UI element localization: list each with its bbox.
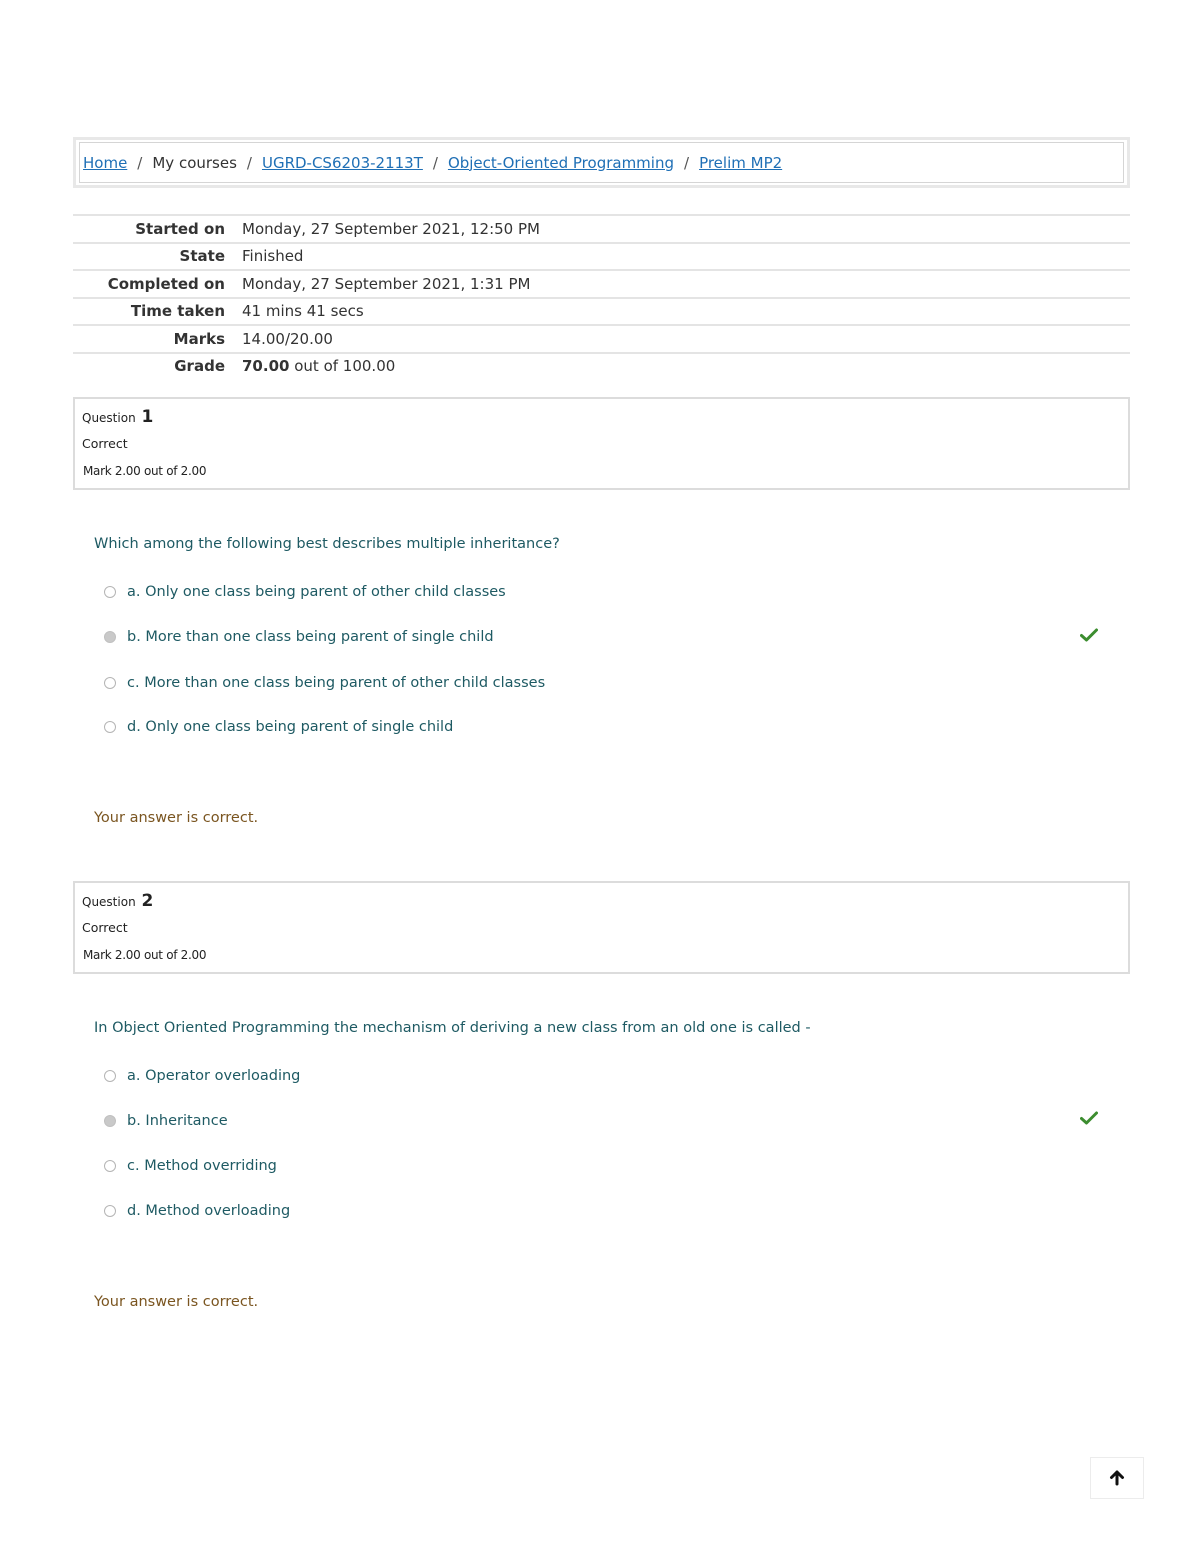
summary-row-started [73, 214, 1130, 242]
breadcrumb-bar [79, 142, 1124, 183]
breadcrumb-separator: / [684, 153, 690, 172]
answer-option-label: d. Method overloading [127, 1203, 291, 1219]
summary-label: Completed on [107, 274, 225, 293]
answer-option-label: c. Method overriding [127, 1158, 277, 1174]
breadcrumb-quiz-link[interactable]: Prelim MP2 [699, 153, 783, 172]
arrow-up-icon [1109, 1470, 1125, 1486]
summary-value: 14.00/20.00 [242, 329, 333, 348]
answer-option-label: a. Only one class being parent of other child classes [127, 584, 506, 600]
answer-feedback: Your answer is correct. [94, 1294, 259, 1310]
summary-row-completed [73, 269, 1130, 297]
attempt-summary-table [73, 214, 1130, 379]
answer-option-label: c. More than one class being parent of other child classes [127, 675, 546, 691]
summary-label: Time taken [130, 302, 225, 321]
summary-label: Started on [135, 219, 225, 238]
back-to-top-button[interactable] [1090, 1457, 1144, 1499]
summary-value: Monday, 27 September 2021, 1:31 PM [242, 274, 531, 293]
answer-option[interactable] [104, 629, 494, 645]
breadcrumb-section-link[interactable]: Object-Oriented Programming [447, 153, 674, 172]
radio-button-selected[interactable] [104, 1115, 116, 1127]
question-mark: Mark 2.00 out of 2.00 [83, 464, 207, 478]
radio-button[interactable] [104, 721, 116, 733]
grade-value: 70.00 [242, 357, 290, 376]
radio-button[interactable] [104, 1205, 116, 1217]
question-label: Question [82, 895, 136, 909]
summary-row-marks [73, 324, 1130, 352]
summary-value [242, 357, 395, 375]
question-label: Question [82, 411, 136, 425]
answer-option-label: b. Inheritance [127, 1113, 228, 1129]
question-info-box [73, 397, 1130, 490]
radio-button[interactable] [104, 1160, 116, 1172]
answer-option[interactable] [104, 1113, 228, 1129]
summary-value: 41 mins 41 secs [242, 302, 364, 321]
breadcrumb-separator: / [137, 153, 143, 172]
radio-button[interactable] [104, 586, 116, 598]
answer-option-label: b. More than one class being parent of single child [127, 629, 494, 645]
answer-option-label: a. Operator overloading [127, 1068, 301, 1084]
summary-label: State [179, 247, 225, 266]
answer-feedback: Your answer is correct. [94, 810, 259, 826]
radio-button[interactable] [104, 677, 116, 689]
question-info-box [73, 881, 1130, 974]
summary-label: Grade [174, 357, 225, 376]
question-number-value: 1 [141, 407, 154, 427]
answer-option[interactable] [104, 719, 453, 735]
breadcrumb [73, 137, 1130, 188]
summary-value: Finished [242, 247, 304, 266]
question-state: Correct [82, 920, 128, 935]
check-icon [1080, 628, 1098, 642]
breadcrumb-separator: / [432, 153, 438, 172]
summary-row-state [73, 242, 1130, 270]
breadcrumb-course-link[interactable]: UGRD-CS6203-2113T [261, 153, 423, 172]
summary-label: Marks [173, 329, 225, 348]
answer-option-label: d. Only one class being parent of single child [127, 719, 454, 735]
radio-button-selected[interactable] [104, 631, 116, 643]
answer-option[interactable] [104, 1158, 277, 1174]
breadcrumb-my-courses: My courses [152, 153, 237, 172]
radio-button[interactable] [104, 1070, 116, 1082]
grade-suffix: out of 100.00 [294, 357, 396, 376]
summary-row-time-taken [73, 297, 1130, 325]
breadcrumb-home-link[interactable]: Home [83, 153, 128, 172]
answer-option[interactable] [104, 1068, 300, 1084]
answer-option[interactable] [104, 584, 506, 600]
check-icon [1080, 1111, 1098, 1125]
summary-value: Monday, 27 September 2021, 12:50 PM [242, 219, 540, 238]
answer-option[interactable] [104, 675, 545, 691]
summary-row-grade [73, 352, 1130, 380]
question-number [82, 407, 153, 427]
question-number [82, 891, 153, 911]
question-number-value: 2 [141, 891, 154, 911]
question-mark: Mark 2.00 out of 2.00 [83, 948, 207, 962]
answer-option[interactable] [104, 1203, 290, 1219]
question-text: Which among the following best describes multiple inheritance? [94, 536, 560, 552]
question-text: In Object Oriented Programming the mechanism of deriving a new class from an old one is called - [94, 1020, 811, 1036]
question-state: Correct [82, 436, 128, 451]
breadcrumb-separator: / [246, 153, 252, 172]
